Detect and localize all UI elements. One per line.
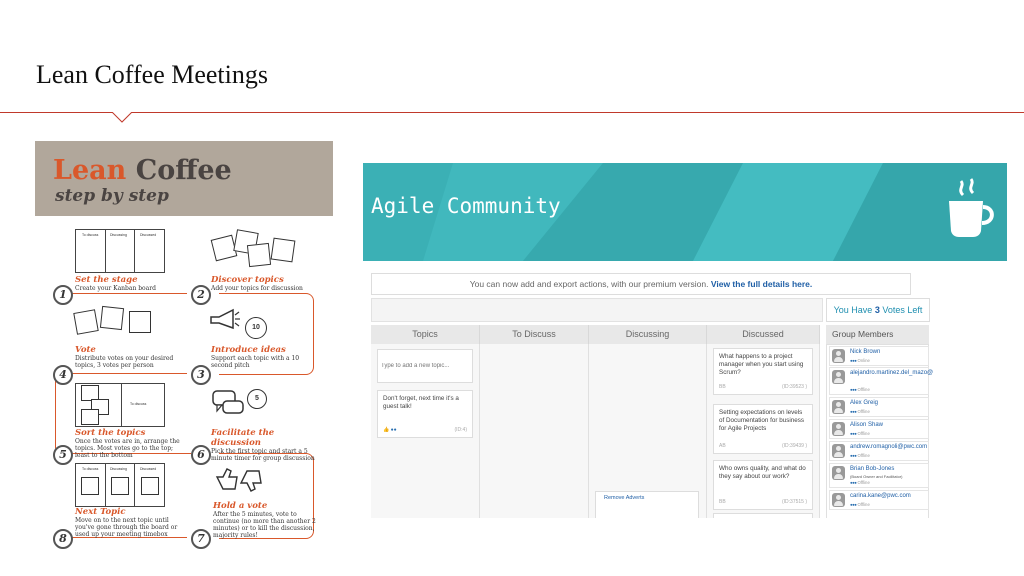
step-number: 7 — [191, 529, 211, 549]
discussed-card-meta — [719, 383, 807, 391]
member-name: Brian Bob-Jones — [850, 466, 895, 472]
step-number: 4 — [53, 365, 73, 385]
column-header-discussing: Discussing — [589, 325, 707, 344]
megaphone-icon — [209, 307, 241, 333]
step-number: 1 — [53, 285, 73, 305]
toolbar-strip — [371, 298, 823, 322]
infographic-title — [53, 155, 232, 186]
member-row[interactable] — [829, 346, 929, 366]
discussed-card[interactable] — [713, 460, 813, 510]
flow-line — [61, 293, 187, 294]
board-col-label: Discussing — [110, 467, 127, 471]
step-title: Set the stage — [75, 275, 138, 285]
discussed-card-id: (ID:39439 ) — [781, 443, 807, 449]
step-title: Next Topic — [75, 507, 126, 517]
kanban-board-illustration — [75, 229, 165, 273]
vote-card-illustration — [129, 311, 151, 333]
board-col-label: To discuss — [82, 467, 99, 471]
timer-icon: 5 — [247, 389, 267, 409]
step-title: Discover topics — [211, 275, 284, 285]
topic-card-meta — [383, 426, 467, 434]
infographic-subtitle: step by step — [55, 186, 169, 206]
column-header-topics: Topics — [371, 325, 480, 344]
topic-card-illustration — [271, 238, 296, 263]
member-status: ●●● Offline — [850, 387, 870, 392]
step-number: 2 — [191, 285, 211, 305]
coffee-cup-icon — [943, 177, 999, 239]
column-header-discussed: Discussed — [707, 325, 820, 344]
member-status: ●●● Offline — [850, 409, 870, 414]
column-to-discuss — [480, 344, 589, 518]
step-number: 6 — [191, 445, 211, 465]
premium-notice — [371, 273, 911, 295]
topic-card-text: Don't forget, next time it's a guest talk! — [383, 395, 459, 410]
step-title: Introduce ideas — [211, 345, 286, 355]
sorted-card-illustration — [81, 409, 99, 425]
step-title: Sort the topics — [75, 428, 146, 438]
column-header-to-discuss: To Discuss — [480, 325, 589, 344]
member-status: ●●● Offline — [850, 502, 870, 507]
member-name: Alison Shaw — [850, 422, 884, 428]
premium-notice-text: You can now add and export actions, with our premium version. — [469, 279, 709, 289]
vote-card-illustration — [100, 306, 124, 330]
member-status: ●●● Offline — [850, 431, 870, 436]
title-coffee: Coffee — [135, 155, 232, 186]
discussed-card-text: Setting expectations on levels of Documentation for business for Agile Projects — [719, 409, 805, 432]
step-2 — [211, 275, 341, 292]
member-status: ●●● Online — [850, 358, 870, 363]
vote-card-illustration — [73, 309, 98, 334]
member-status: ●●● Offline — [850, 453, 870, 458]
user-avatar-icon — [832, 370, 845, 384]
flow-line — [55, 373, 64, 455]
step-desc: After the 5 minutes, vote to continue (no more than another 2 minutes) or to kill the discussion, majority rules! — [213, 511, 316, 539]
step-title: Facilitate the discussion — [211, 428, 275, 448]
speech-bubbles-icon — [211, 389, 245, 419]
step-8 — [75, 507, 179, 538]
discussed-card-votes: BB — [719, 384, 726, 390]
discussed-card-votes: BB — [719, 499, 726, 505]
new-topic-input[interactable] — [377, 349, 473, 383]
member-row[interactable] — [829, 397, 929, 417]
step-desc: Support each topic with a 10 second pitch — [211, 355, 300, 369]
topic-card-illustration — [247, 243, 271, 267]
slide-title: Lean Coffee Meetings — [36, 60, 268, 89]
topic-card-id: (ID:4) — [454, 427, 467, 433]
title-lean: Lean — [53, 155, 127, 186]
step-number: 8 — [53, 529, 73, 549]
step-desc: Move on to the next topic until you've gone through the board or used up your meeting timebox — [75, 517, 178, 538]
member-row[interactable] — [829, 463, 929, 488]
step-number: 5 — [53, 445, 73, 465]
step-number: 3 — [191, 365, 211, 385]
discussed-card-meta — [719, 498, 807, 506]
discussed-card-id: (ID:37515 ) — [781, 499, 807, 505]
app-banner — [363, 163, 1007, 261]
lean-coffee-infographic — [35, 141, 333, 553]
infographic-header — [35, 141, 333, 216]
board-card-illustration — [141, 477, 159, 495]
timer-icon: 10 — [245, 317, 267, 339]
thumbs-icon — [213, 465, 263, 495]
votes-left-badge — [826, 298, 930, 322]
board-col-label: To discuss — [82, 233, 99, 237]
board-col-label: Discussing — [110, 233, 127, 237]
votes-prefix: You Have — [833, 305, 873, 315]
discussed-card[interactable] — [713, 348, 813, 395]
banner-title: Agile Community — [371, 194, 561, 218]
member-row[interactable] — [829, 490, 929, 510]
member-row[interactable] — [829, 419, 929, 439]
step-desc: Distribute votes on your desired topics, 3 votes per person — [75, 355, 174, 369]
step-desc: Create your Kanban board — [75, 285, 156, 292]
agile-community-app — [363, 163, 1007, 518]
discussed-card-meta — [719, 442, 807, 450]
premium-details-link[interactable]: View the full details here. — [710, 279, 813, 289]
step-title: Hold a vote — [213, 501, 268, 511]
discussed-card-partial[interactable] — [713, 513, 813, 518]
remove-adverts-link[interactable]: Remove Adverts — [595, 491, 699, 518]
divider-notch — [112, 112, 132, 124]
board-card-illustration — [81, 477, 99, 495]
thumbs-up-icon[interactable]: 👍 ●● — [383, 427, 397, 433]
step-5 — [75, 428, 187, 459]
user-avatar-icon — [832, 493, 845, 507]
board-col-label: Discussed — [140, 467, 157, 471]
step-7 — [213, 501, 317, 539]
discussed-card-text: Who owns quality, and what do they say about our work? — [719, 465, 806, 480]
title-divider — [0, 112, 1024, 113]
user-avatar-icon — [832, 444, 845, 458]
discussed-card-text: What happens to a project manager when you start using Scrum? — [719, 353, 804, 376]
board-card-illustration — [111, 477, 129, 495]
members-header: Group Members — [826, 325, 929, 344]
discussed-card[interactable] — [713, 404, 813, 454]
member-status: ●●● Offline — [850, 480, 870, 485]
flow-line — [61, 373, 187, 374]
member-row[interactable] — [829, 367, 934, 395]
member-name: carina.kane@pwc.com — [850, 493, 911, 499]
user-avatar-icon — [832, 422, 845, 436]
step-6 — [211, 428, 321, 462]
member-name: alejandro.martinez.del_mazo@ — [850, 370, 934, 376]
step-3 — [211, 345, 311, 369]
member-name: Alex Greig — [850, 400, 879, 406]
step-desc: Add your topics for discussion — [211, 285, 303, 292]
user-avatar-icon — [832, 400, 845, 414]
member-role: (Board Owner and Facilitator) — [850, 474, 903, 479]
member-name: Nick Brown — [850, 349, 881, 355]
step-desc: Pick the first topic and start a 5 minute timer for group discussion — [211, 448, 315, 462]
step-title: Vote — [75, 345, 96, 355]
member-name: andrew.romagnoli@pwc.com — [850, 444, 928, 450]
board-col-label: Discussed — [140, 233, 157, 237]
step-1 — [75, 275, 205, 292]
topic-card[interactable] — [377, 390, 473, 438]
user-avatar-icon — [832, 349, 845, 363]
votes-count: 3 — [874, 305, 880, 315]
step-4 — [75, 345, 187, 369]
member-row[interactable] — [829, 441, 929, 461]
board-col-label: To discuss — [130, 402, 147, 406]
discussed-card-id: (ID:39523 ) — [781, 384, 807, 390]
step-desc: Once the votes are in, arrange the topics. Most votes go to the top; least to the bottom — [75, 438, 180, 459]
user-avatar-icon — [832, 466, 845, 480]
votes-suffix: Votes Left — [882, 305, 923, 315]
discussed-card-votes: AB — [719, 443, 726, 449]
